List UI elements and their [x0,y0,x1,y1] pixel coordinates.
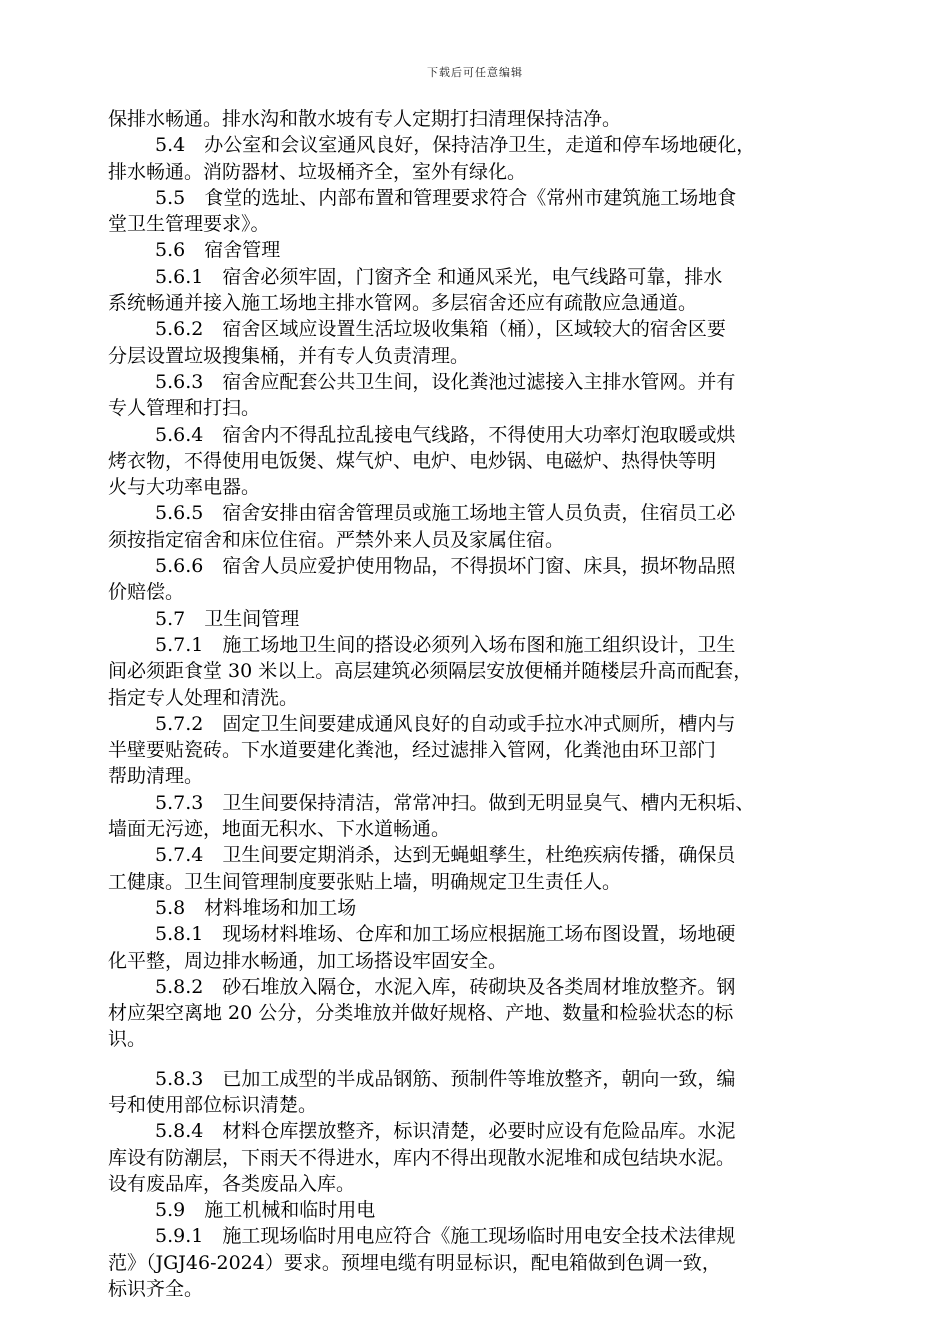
text-line: 化平整，周边排水畅通，加工场搭设牢固安全。 [108,949,508,972]
text-line: 识。 [108,1028,147,1051]
section-heading: 5.8 材料堆场和加工场 [155,896,357,919]
text-line: 火与大功率电器。 [108,476,261,499]
text-line: 专人管理和打扫。 [108,397,261,420]
page-header: 下载后可任意编辑 [427,66,523,79]
text-line: 范》（JGJ46-2024）要求。预埋电缆有明显标识，配电箱做到色调一致， [108,1251,721,1274]
text-line: 5.9.1 施工现场临时用电应符合《施工现场临时用电安全技术法律规 [155,1225,736,1248]
text-line: 堂卫生管理要求》。 [108,213,270,236]
text-line: 5.7.3 卫生间要保持清洁，常常冲扫。做到无明显臭气、槽内无积垢、 [155,791,755,814]
text-line: 分层设置垃圾搜集桶，并有专人负责清理。 [108,344,470,367]
text-line: 5.8.2 砂石堆放入隔仓，水泥入库，砖砌块及各类周材堆放整齐。钢 [155,975,736,998]
text-line: 5.6.3 宿舍应配套公共卫生间，设化粪池过滤接入主排水管网。并有 [155,370,736,393]
text-line: 设有废品库，各类废品入库。 [108,1172,356,1195]
text-line: 5.8.4 材料仓库摆放整齐，标识清楚，必要时应设有危险品库。水泥 [155,1120,736,1143]
text-line: 5.7.1 施工场地卫生间的搭设必须列入场布图和施工组织设计，卫生 [155,633,736,656]
text-line: 5.6.4 宿舍内不得乱拉乱接电气线路，不得使用大功率灯泡取暖或烘 [155,423,736,446]
section-heading: 5.9 施工机械和临时用电 [155,1199,376,1222]
text-line: 工健康。卫生间管理制度要张贴上墙，明确规定卫生责任人。 [108,870,622,893]
text-line: 半壁要贴瓷砖。下水道要建化粪池，经过滤排入管网，化粪池由环卫部门 [108,739,717,762]
text-line: 烤衣物，不得使用电饭煲、煤气炉、电炉、电炒锅、电磁炉、热得快等明 [108,449,717,472]
text-line: 材应架空离地 20 公分，分类堆放并做好规格、产地、数量和检验状态的标 [108,1002,734,1025]
text-line: 5.6.2 宿舍区域应设置生活垃圾收集箱（桶），区域较大的宿舍区要 [155,318,726,341]
text-line: 5.6.5 宿舍安排由宿舍管理员或施工场地主管人员负责，住宿员工必 [155,502,736,525]
text-line: 5.7.2 固定卫生间要建成通风良好的自动或手拉水冲式厕所，槽内与 [155,712,736,735]
section-heading: 5.7 卫生间管理 [155,607,300,630]
text-line: 间必须距食堂 30 米以上。高层建筑必须隔层安放便桶并随楼层升高而配套， [108,660,753,683]
text-line: 系统畅通并接入施工场地主排水管网。多层宿舍还应有疏散应急通道。 [108,292,698,315]
text-line: 号和使用部位标识清楚。 [108,1093,318,1116]
paragraph-gap [108,1053,856,1066]
text-line: 库设有防潮层，下雨天不得进水，库内不得出现散水泥堆和成包结块水泥。 [108,1146,736,1169]
text-line: 5.8.1 现场材料堆场、仓库和加工场应根据施工场布图设置，场地硬 [155,923,736,946]
text-line: 价赔偿。 [108,581,185,604]
document-body [108,106,856,1302]
text-line: 5.8.3 已加工成型的半成品钢筋、预制件等堆放整齐，朝向一致，编 [155,1067,736,1090]
text-line: 5.6.1 宿舍必须牢固，门窗齐全 和通风采光，电气线路可靠，排水 [155,265,723,288]
text-line: 指定专人处理和清洗。 [108,686,299,709]
text-line: 5.6.6 宿舍人员应爱护使用物品，不得损坏门窗、床具，损坏物品照 [155,555,736,578]
text-line: 5.5 食堂的选址、内部布置和管理要求符合《常州市建筑施工场地食 [155,186,737,209]
section-heading: 5.6 宿舍管理 [155,239,281,262]
text-line: 标识齐全。 [108,1278,204,1301]
text-line: 须按指定宿舍和床位住宿。严禁外来人员及家属住宿。 [108,528,565,551]
text-line: 墙面无污迹，地面无积水、下水道畅通。 [108,818,451,841]
text-line: 帮助清理。 [108,765,204,788]
text-line: 5.7.4 卫生间要定期消杀，达到无蝇蛆孳生，杜绝疾病传播，确保员 [155,844,736,867]
text-line: 保排水畅通。排水沟和散水坡有专人定期打扫清理保持洁净。 [108,108,622,130]
text-line: 5.4 办公室和会议室通风良好，保持洁净卫生，走道和停车场地硬化， [155,134,756,157]
text-line: 排水畅通。消防器材、垃圾桶齐全，室外有绿化。 [108,160,527,183]
